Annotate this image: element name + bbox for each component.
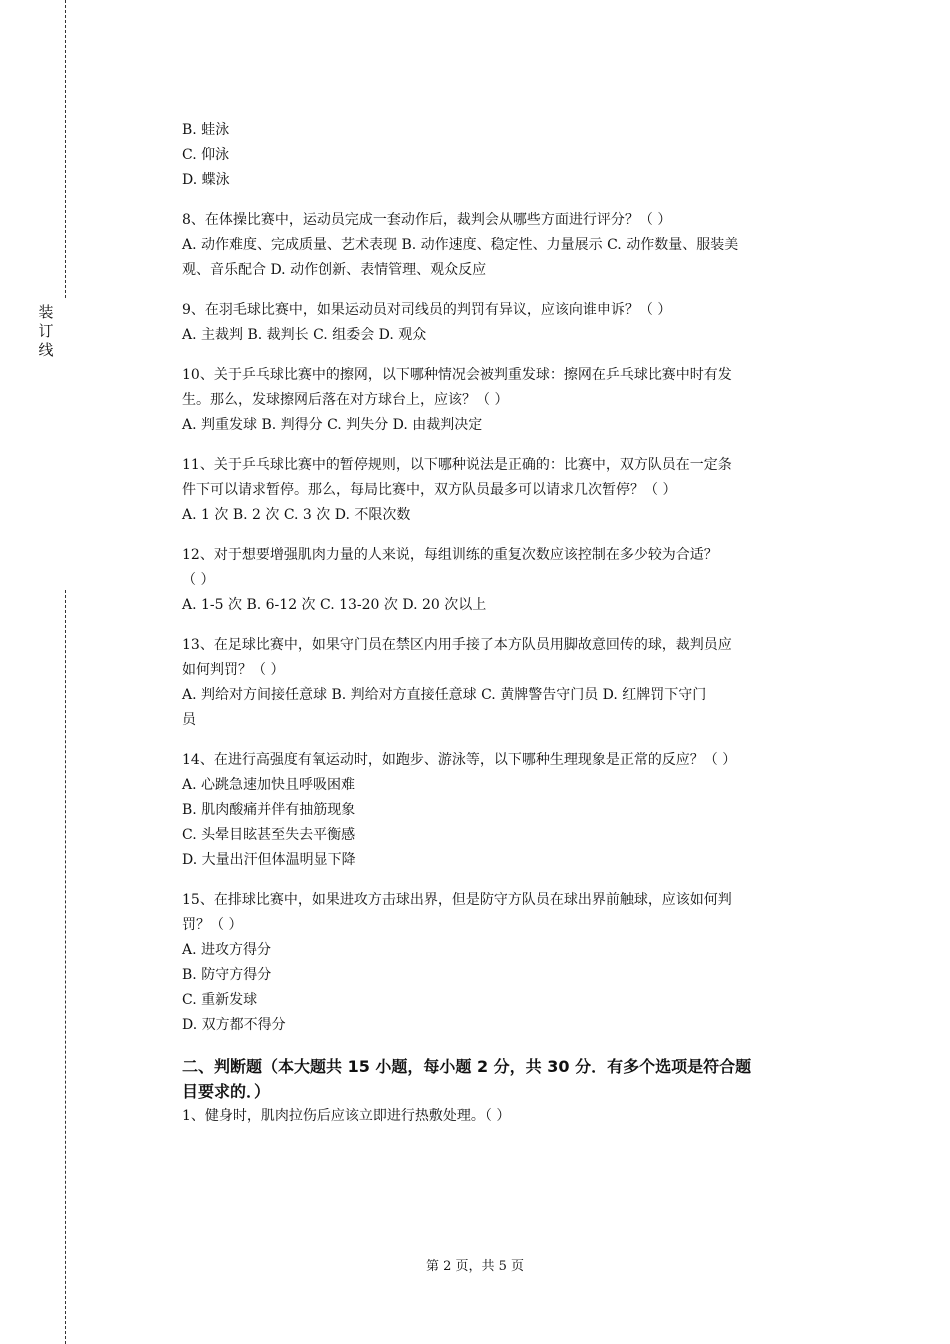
binding-label-char: 线 <box>38 341 54 359</box>
question-block <box>182 208 837 283</box>
question-line: C. 仰泳 <box>182 147 230 163</box>
question-line: 如何判罚？（ ） <box>182 662 285 678</box>
question-line: 罚？（ ） <box>182 917 243 933</box>
section-heading-line: 目要求的．） <box>182 1082 271 1101</box>
binding-dashed-line-top <box>65 0 66 298</box>
question-line: C. 重新发球 <box>182 992 258 1008</box>
section-heading-line: 二、判断题（本大题共 15 小题，每小题 2 分，共 30 分．有多个选项是符合题 <box>182 1057 752 1076</box>
question-line: A. 判给对方间接任意球 B. 判给对方直接任意球 C. 黄牌警告守门员 D. 红牌罚下守门 <box>182 687 707 703</box>
question-block <box>182 118 837 193</box>
question-line: 生。那么，发球擦网后落在对方球台上，应该？（ ） <box>182 392 509 408</box>
question-line: D. 大量出汗但体温明显下降 <box>182 852 356 868</box>
page-number: 第 2 页，共 5 页 <box>425 1259 525 1274</box>
question-block <box>182 298 837 348</box>
question-block <box>182 543 837 618</box>
question-block <box>182 633 837 733</box>
question-line: 员 <box>182 712 196 728</box>
binding-label-char: 装 <box>38 303 54 321</box>
question-stem-line: 15、在排球比赛中，如果进攻方击球出界，但是防守方队员在球出界前触球，应该如何判 <box>182 892 732 908</box>
question-block <box>182 748 837 873</box>
question-list <box>182 118 837 1038</box>
question-line: B. 肌肉酸痛并伴有抽筋现象 <box>182 802 356 818</box>
question-line: A. 进攻方得分 <box>182 942 272 958</box>
question-block <box>182 453 837 528</box>
question-line: C. 头晕目眩甚至失去平衡感 <box>182 827 356 843</box>
question-line: A. 心跳急速加快且呼吸困难 <box>182 777 356 793</box>
question-line: A. 1-5 次 B. 6-12 次 C. 13-20 次 D. 20 次以上 <box>182 597 487 613</box>
question-line: A. 主裁判 B. 裁判长 C. 组委会 D. 观众 <box>182 327 427 343</box>
question-stem-line: 13、在足球比赛中，如果守门员在禁区内用手接了本方队员用脚故意回传的球，裁判员应 <box>182 637 732 653</box>
question-line: B. 蛙泳 <box>182 122 230 138</box>
section-heading <box>182 1054 837 1104</box>
question-line: 观、音乐配合 D. 动作创新、表情管理、观众反应 <box>182 262 487 278</box>
question-stem-line: 12、对于想要增强肌肉力量的人来说，每组训练的重复次数应该控制在多少较为合适？ <box>182 547 718 563</box>
question-stem-line: 9、在羽毛球比赛中，如果运动员对司线员的判罚有异议，应该向谁申诉？（ ） <box>182 302 672 318</box>
question-block <box>182 888 837 1038</box>
question-line: D. 蝶泳 <box>182 172 230 188</box>
question-block <box>182 363 837 438</box>
question-line: D. 双方都不得分 <box>182 1017 286 1033</box>
question-line: 件下可以请求暂停。那么，每局比赛中，双方队员最多可以请求几次暂停？（ ） <box>182 482 677 498</box>
binding-label <box>36 303 56 360</box>
question-stem-line: 8、在体操比赛中，运动员完成一套动作后，裁判会从哪些方面进行评分？（ ） <box>182 212 672 228</box>
binding-dashed-line-bottom <box>65 590 66 1344</box>
question-line: A. 1 次 B. 2 次 C. 3 次 D. 不限次数 <box>182 507 411 523</box>
page-content <box>182 118 837 1129</box>
question-stem-line: 14、在进行高强度有氧运动时，如跑步、游泳等，以下哪种生理现象是正常的反应？（ ） <box>182 752 737 768</box>
question-line: B. 防守方得分 <box>182 967 272 983</box>
question-line: A. 动作难度、完成质量、艺术表现 B. 动作速度、稳定性、力量展示 C. 动作数量、服装美 <box>182 237 739 253</box>
question-stem-line: 10、关于乒乓球比赛中的擦网，以下哪种情况会被判重发球：擦网在乒乓球比赛中时有发 <box>182 367 732 383</box>
question-line: （ ） <box>182 572 215 588</box>
question-line: A. 判重发球 B. 判得分 C. 判失分 D. 由裁判决定 <box>182 417 483 433</box>
question-stem-line: 11、关于乒乓球比赛中的暂停规则，以下哪种说法是正确的：比赛中，双方队员在一定条 <box>182 457 732 473</box>
binding-label-char: 订 <box>38 322 54 340</box>
true-false-question: 1、健身时，肌肉拉伤后应该立即进行热敷处理。（ ） <box>182 1108 511 1124</box>
